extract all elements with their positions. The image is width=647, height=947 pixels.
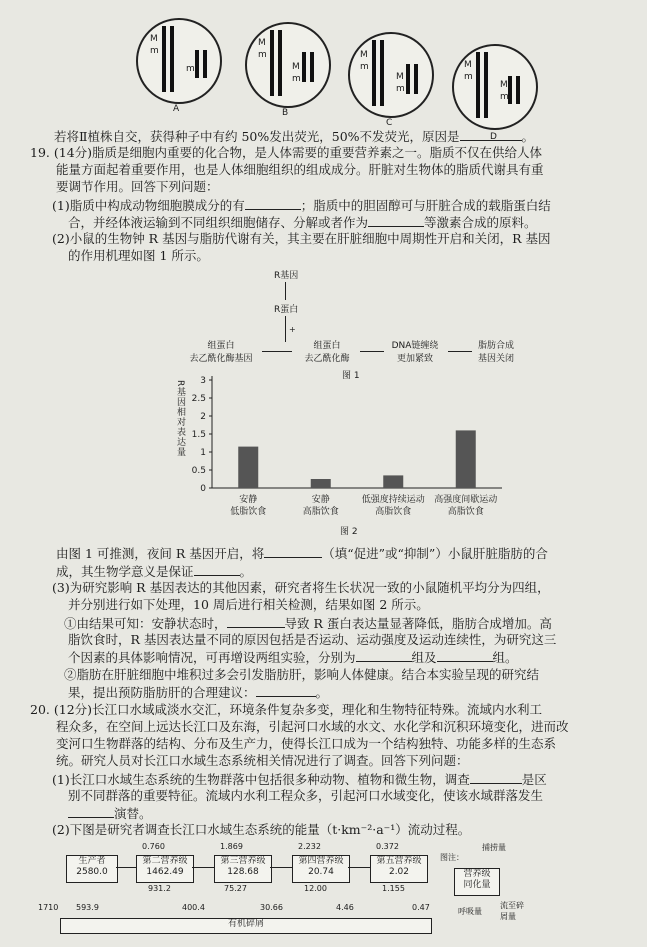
chromosome [302, 52, 306, 82]
answer-blank[interactable] [245, 197, 301, 210]
producer-to-detritus: 593.9 [76, 903, 99, 912]
chromosome [380, 40, 384, 106]
y-tick-label: 2.5 [191, 394, 206, 404]
text-line [56, 545, 548, 562]
x-tick-label: 高脂饮食 [375, 507, 412, 517]
legend-text: 流至碎 [500, 901, 524, 910]
chromosome [484, 52, 488, 118]
box-text: 第二营养级 [142, 856, 188, 866]
allele-label: M [396, 72, 404, 82]
text-segment: (12分)长江口水域咸淡水交汇，环境条件复杂多变，理化和生物特征特殊。流域内水利工 [53, 702, 543, 717]
text-segment: 组。 [492, 650, 518, 665]
text-segment: 。 [521, 129, 535, 144]
detritus-value: 400.4 [182, 903, 205, 912]
flow-arrow [192, 867, 214, 868]
text-segment: 合，并经体液运输到不同组织细胞储存、分解或者作为 [68, 215, 369, 230]
box-text: 1462.49 [146, 867, 184, 877]
legend-text: 屑量 [500, 912, 516, 921]
text-line [52, 231, 550, 247]
answer-blank[interactable] [264, 545, 322, 558]
text-line [56, 736, 556, 752]
text-segment: (14分)脂质是细胞内重要的化合物，是人体需要的重要营养素之一。脂质不仅在供给人体 [53, 145, 543, 160]
node-text: DNA链缠绕 [391, 341, 439, 351]
text-line [52, 771, 547, 788]
x-tick-label: 高脂饮食 [302, 507, 339, 517]
question-number: 19. [30, 145, 50, 160]
text-segment: (2)下图是研究者调查长江口水域生态系统的能量（t·km⁻²·a⁻¹）流动过程。 [52, 822, 471, 837]
box-text: 营养级 [463, 869, 491, 879]
answer-blank[interactable] [227, 615, 285, 628]
text-segment: 成，其生物学意义是保证 [56, 564, 194, 579]
text-segment: 程众多，在空间上远达长江口及东海，引起河口水域的水文、水化学和沉积环境变化，进而改 [56, 719, 569, 734]
y-tick-label: 3 [200, 376, 206, 386]
cell-label: A [173, 104, 180, 114]
node-hdac [288, 338, 366, 364]
box-text: 第四营养级 [298, 856, 344, 866]
detritus-value: 4.46 [336, 903, 354, 912]
node-text: 组蛋白 [313, 341, 341, 351]
node-text: 基因关闭 [477, 354, 514, 364]
node-text: 去乙酰化酶基因 [189, 354, 253, 364]
cell-label: D [490, 132, 497, 142]
respiration-value: 12.00 [304, 884, 327, 893]
answer-blank[interactable] [437, 649, 493, 662]
text-segment: 的作用机理如图 1 所示。 [68, 248, 209, 263]
allele-label: m [360, 62, 369, 72]
allele-label: M [258, 38, 266, 48]
respiration-value: 931.2 [148, 884, 171, 893]
y-tick-label: 1.5 [191, 430, 206, 440]
chromosome [270, 30, 274, 96]
text-segment: ①由结果可知：安静状态时， [64, 616, 227, 631]
allele-label: m [396, 84, 405, 94]
cell-label: C [386, 118, 393, 128]
question-number: 20. [30, 702, 50, 717]
catch-value: 1.869 [220, 842, 243, 851]
text-segment: 能量方面起着重要作用，也是人体细胞组织的组成成分。肝脏对生物体的脂质代谢具有重 [56, 162, 544, 177]
figure-caption: 图 2 [340, 527, 358, 537]
text-segment: 统。研究人员对长江口水域生态系统相关情况进行了调查。回答下列问题： [56, 753, 469, 768]
text-segment: 并分别进行如下处理，10 周后进行相关检测，结果如图 2 所示。 [68, 597, 429, 612]
text-segment: 等激素合成的原料。 [424, 215, 537, 230]
node-text: 去乙酰化酶 [304, 354, 350, 364]
y-tick-label: 0.5 [191, 466, 206, 476]
answer-blank[interactable] [68, 805, 114, 818]
text-segment: 是区 [521, 772, 547, 787]
allele-label: m [292, 74, 301, 84]
text-segment: (1)脂质中构成动物细胞膜成分的有 [52, 198, 245, 213]
node-dna [380, 338, 450, 364]
text-line [68, 632, 556, 648]
text-segment: (1)长江口水域生态系统的生物群落中包括很多种动物、植物和微生物，调查 [52, 772, 470, 787]
chromosome [310, 52, 314, 82]
bar [383, 475, 403, 488]
text-line [52, 580, 550, 596]
producer-box [66, 855, 118, 883]
allele-label: m [500, 92, 509, 102]
respiration-value: 1.155 [382, 884, 405, 893]
cell-b [245, 22, 331, 108]
catch-value: 2.232 [298, 842, 321, 851]
chromosome [195, 50, 199, 78]
answer-blank[interactable] [460, 128, 522, 141]
chromosome [516, 76, 520, 104]
answer-blank[interactable] [470, 771, 522, 784]
flow-arrow [270, 867, 292, 868]
node-text: 脂肪合成 [477, 341, 514, 351]
text-line [30, 145, 542, 161]
text-segment: 要调节作用。回答下列问题： [56, 179, 219, 194]
chart-ylabel: R基因相对表达量 [175, 380, 185, 458]
allele-label: M [360, 50, 368, 60]
chromosome [476, 52, 480, 118]
text-line [68, 684, 328, 701]
figure-2-chart [180, 370, 520, 540]
allele-label: M [500, 80, 508, 90]
allele-label: M [150, 34, 158, 44]
text-line [68, 214, 537, 231]
r-gene-label: R基因 [274, 271, 299, 281]
respiration-value: 75.27 [224, 884, 247, 893]
x-tick-label: 低强度持续运动 [361, 495, 425, 505]
node-hdac-gene [176, 338, 266, 364]
text-segment: 别不同群落的重要特征。流域内水利工程众多，引起河口水域变化，使该水域群落发生 [68, 788, 544, 803]
box-text: 第五营养级 [376, 856, 422, 866]
legend-title: 图注： [440, 853, 464, 862]
text-line [68, 248, 209, 264]
text-line [52, 822, 470, 838]
arrow [285, 282, 286, 300]
detritus-value: 0.47 [412, 903, 430, 912]
text-line [56, 179, 219, 195]
node-text: 更加紧致 [396, 354, 433, 364]
text-line [56, 563, 252, 580]
allele-label: M [292, 62, 300, 72]
cell-a [136, 18, 222, 104]
answer-blank[interactable] [256, 684, 316, 697]
y-tick-label: 1 [200, 448, 206, 458]
chromosome [414, 64, 418, 94]
text-segment: ②脂肪在肝脏细胞中堆积过多会引发脂肪肝，影响人体健康。结合本实验呈现的研究结 [64, 667, 540, 682]
trophic-level-5 [370, 855, 428, 883]
legend-catch: 捕捞量 [482, 843, 506, 852]
box-text: 20.74 [308, 867, 334, 877]
text-line [64, 615, 552, 632]
arrow [285, 316, 286, 342]
box-text: 同化量 [463, 880, 491, 890]
legend-detritus [500, 900, 524, 922]
x-tick-label: 低脂饮食 [230, 507, 267, 517]
box-text: 生产者 [78, 856, 106, 866]
catch-value: 0.372 [376, 842, 399, 851]
figure-caption: 图 1 [342, 371, 360, 381]
box-text: 128.68 [227, 867, 259, 877]
text-segment: 由图 1 可推测，夜间 R 基因开启，将 [56, 546, 265, 561]
box-text: 第三营养级 [220, 856, 266, 866]
x-tick-label: 高脂饮食 [447, 507, 484, 517]
text-segment: （填“促进”或“抑制”）小鼠肝脏脂肪的合 [322, 546, 548, 561]
chromosome [162, 26, 166, 92]
answer-blank[interactable] [356, 649, 412, 662]
bar [456, 430, 476, 488]
r-protein-label: R蛋白 [274, 305, 299, 315]
x-tick-label: 高强度间歇运动 [434, 495, 498, 505]
text-segment: 。 [315, 685, 329, 700]
allele-label: m [186, 64, 195, 74]
chromosome [170, 26, 174, 92]
text-segment: 脂饮食时，R 基因表达量不同的原因包括是否运动、运动强度及运动连续性，为研究这三 [68, 632, 557, 647]
x-tick-label: 安静 [239, 495, 258, 505]
text-segment: (3)为研究影响 R 基因表达的其他因素，研究者将生长状况一致的小鼠随机平均分为四组， [52, 580, 550, 595]
allele-label: m [150, 46, 159, 56]
text-line [30, 702, 542, 718]
arrow-sign: + [289, 325, 296, 334]
y-tick-label: 0 [200, 484, 206, 494]
text-segment: ；脂质中的胆固醇可与肝脏合成的载脂蛋白结 [300, 198, 551, 213]
x-tick-label: 安静 [311, 495, 330, 505]
bar [238, 447, 258, 488]
text-line [68, 597, 429, 613]
text-line [56, 162, 544, 178]
text-segment: 果，提出预防脂肪肝的合理建议： [68, 685, 256, 700]
cell-d [452, 44, 538, 130]
answer-blank[interactable] [368, 214, 424, 227]
text-line [56, 719, 569, 735]
legend-box [454, 868, 500, 896]
text-segment: (2)小鼠的生物钟 R 基因与脂肪代谢有关，其主要在肝脏细胞中周期性开启和关闭，R 基因 [52, 231, 551, 246]
producer-to-detritus: 1710 [38, 903, 59, 912]
allele-label: m [464, 72, 473, 82]
y-tick-label: 2 [200, 412, 206, 422]
text-line [54, 128, 534, 145]
text-segment: 个因素的具体影响情况，可再增设两组实验，分别为 [68, 650, 356, 665]
cell-c [348, 32, 434, 118]
text-line [52, 197, 551, 214]
bar [311, 479, 331, 488]
catch-value: 0.760 [142, 842, 165, 851]
trophic-level-2 [136, 855, 194, 883]
chromosome [406, 64, 410, 94]
text-segment: 若将Ⅱ植株自交，获得种子中有约 50%发出荧光，50%不发荧光，原因是 [54, 129, 460, 144]
node-fat-gene [466, 338, 526, 364]
flow-arrow [348, 867, 370, 868]
allele-label: m [258, 50, 267, 60]
answer-blank[interactable] [194, 563, 240, 576]
text-line [68, 805, 152, 822]
text-line [64, 667, 539, 683]
detritus-value: 30.66 [260, 903, 283, 912]
flow-arrow [116, 867, 136, 868]
node-text: 组蛋白 [207, 341, 235, 351]
box-text: 2.02 [388, 867, 410, 877]
box-text: 2580.0 [76, 867, 108, 877]
chromosome [372, 40, 376, 106]
trophic-level-3 [214, 855, 272, 883]
text-segment: 演替。 [114, 806, 152, 821]
cell-label: B [282, 108, 289, 118]
text-line [68, 649, 518, 666]
text-segment: 变河口生物群落的结构、分布及生产力，使得长江口成为一个结构独特、功能多样的生态系 [56, 736, 557, 751]
box-text: 有机碎屑 [227, 919, 264, 929]
allele-label: M [464, 60, 472, 70]
text-line [56, 753, 469, 769]
chromosome [278, 30, 282, 96]
text-segment: 。 [239, 564, 253, 579]
chromosome [203, 50, 207, 78]
text-line [68, 788, 543, 804]
legend-respiration: 呼吸量 [458, 907, 482, 916]
detritus-box [60, 918, 432, 934]
trophic-level-4 [292, 855, 350, 883]
text-segment: 导致 R 蛋白表达量显著降低，脂肪合成增加。高 [284, 616, 552, 631]
text-segment: 组及 [411, 650, 437, 665]
